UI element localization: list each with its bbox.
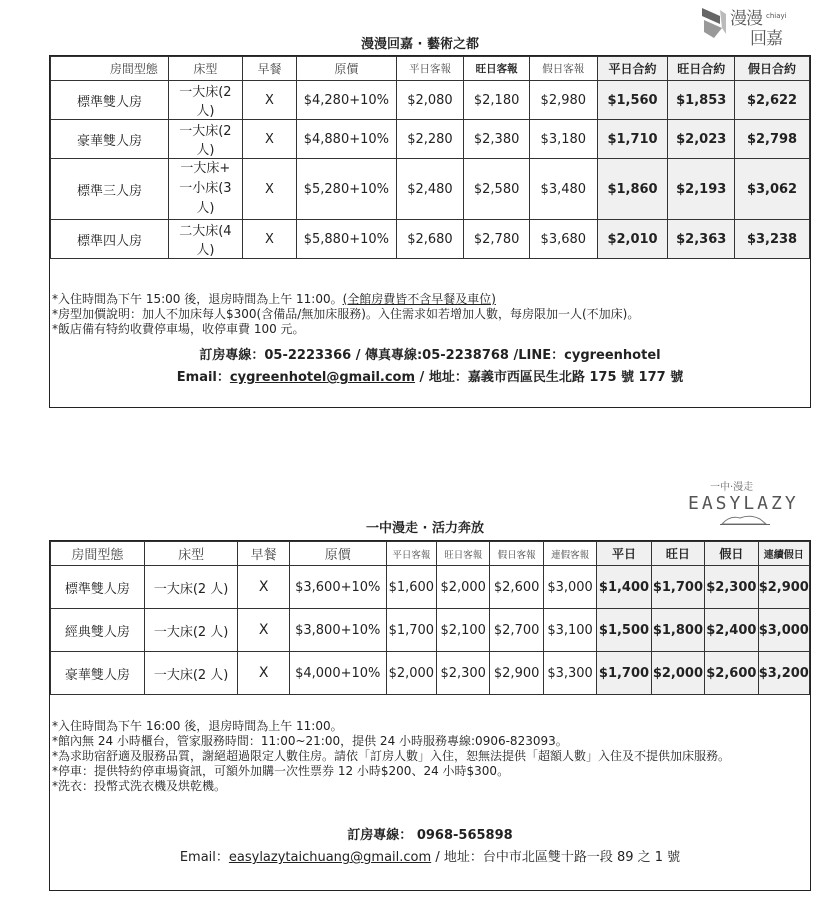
hotel1-title: 漫漫回嘉 · 藝術之都 (361, 37, 479, 52)
header-weekday: 平日 (597, 542, 651, 566)
note-occupancy-policy: *為求助宿舒適及服務品質，謝絕超過限定人數住房。請依「訂房人數」入住，恕無法提供「超額人數」入住及不提供加床服務。 (52, 749, 731, 763)
header-holiday: 假日 (705, 542, 758, 566)
hotel2-logo (680, 478, 810, 528)
email-link[interactable]: easylazytaichuang@gmail.com (228, 850, 432, 865)
table-row (51, 120, 810, 159)
hotel2-rate-table (50, 541, 810, 695)
cell-holiday-guest: $3,480 (529, 159, 597, 220)
cell-room-type: 標準四人房 (51, 220, 169, 259)
cell-weekday-contract: $1,560 (597, 81, 668, 120)
table-header-row (51, 57, 810, 81)
cell-weekday-guest: $2,480 (396, 159, 464, 220)
cell-holiday-guest: $3,680 (529, 220, 597, 259)
cell-holiday-guest: $2,980 (529, 81, 597, 120)
cell-breakfast: X (242, 159, 296, 220)
cell-list-price: $4,000+10% (289, 652, 386, 695)
address-text: / 地址：嘉義市西區民生北路 175 號 177 號 (415, 370, 684, 385)
cell-holiday-guest: $2,600 (490, 566, 543, 609)
hotel1-email-address-line (50, 366, 810, 385)
hotel1-logo (700, 4, 815, 49)
header-bed-type: 床型 (144, 542, 238, 566)
hotel-logo-icon (700, 6, 726, 40)
cell-weekday: $1,700 (597, 652, 651, 695)
cell-peak: $2,000 (651, 652, 704, 695)
note-parking: *停車：提供特約停車場資訊，可額外加購一次性票券 12 小時$200、24 小時$300。 (52, 764, 510, 778)
cell-list-price: $3,800+10% (289, 609, 386, 652)
cell-holiday-contract: $3,238 (735, 220, 810, 259)
hotel2-title: 一中漫走 · 活力奔放 (366, 521, 484, 536)
header-long-holiday: 連續假日 (758, 542, 809, 566)
cell-weekday-guest: $1,700 (386, 609, 436, 652)
cell-breakfast: X (238, 609, 289, 652)
cell-weekday-guest: $2,080 (396, 81, 464, 120)
header-holiday-guest: 假日客報 (529, 57, 597, 81)
header-weekday-guest: 平日客報 (396, 57, 464, 81)
cell-room-type: 標準三人房 (51, 159, 169, 220)
cell-peak-contract: $2,193 (668, 159, 735, 220)
note-checkin (52, 292, 639, 307)
cell-bed-type: 一大床(2 人) (144, 652, 238, 695)
header-long-holiday-guest: 連假客報 (543, 542, 596, 566)
cell-bed-type: 一大床(2 人) (168, 81, 242, 120)
hotel1-notes (52, 292, 639, 337)
note-butler-service: *館內無 24 小時櫃台，管家服務時間：11:00~21:00，提供 24 小時服務專線:0906-823093。 (52, 734, 568, 748)
email-label: Email： (176, 370, 230, 385)
header-holiday-contract: 假日合約 (735, 57, 810, 81)
header-weekday-guest: 平日客報 (386, 542, 436, 566)
hotel2-notes (52, 719, 806, 794)
logo-text-line1: 漫漫 (730, 9, 762, 29)
table-header-row (51, 542, 810, 566)
hotel2-phone-line: 訂房專線： 0968-565898 (347, 828, 513, 843)
cell-room-type: 豪華雙人房 (51, 120, 169, 159)
cell-holiday-guest: $2,700 (490, 609, 543, 652)
email-link[interactable]: cygreenhotel@gmail.com (229, 370, 416, 385)
cell-peak-guest: $2,180 (464, 81, 530, 120)
cell-weekday-contract: $1,860 (597, 159, 668, 220)
header-list-price: 原價 (297, 57, 396, 81)
header-peak-guest: 旺日客報 (437, 542, 490, 566)
header-room-type: 房間型態 (51, 542, 145, 566)
table-row (51, 220, 810, 259)
cell-peak-guest: $2,580 (464, 159, 530, 220)
cell-weekday: $1,500 (597, 609, 651, 652)
cell-weekday-contract: $2,010 (597, 220, 668, 259)
cell-holiday-contract: $2,798 (735, 120, 810, 159)
cell-weekday-guest: $2,680 (396, 220, 464, 259)
cell-breakfast: X (238, 566, 289, 609)
header-breakfast: 早餐 (242, 57, 296, 81)
cell-breakfast: X (242, 81, 296, 120)
cell-weekday-guest: $2,280 (396, 120, 464, 159)
cell-breakfast: X (242, 120, 296, 159)
cell-peak-contract: $2,363 (668, 220, 735, 259)
cat-logo-icon (720, 513, 770, 525)
cell-peak-guest: $2,100 (437, 609, 490, 652)
cell-room-type: 標準雙人房 (51, 81, 169, 120)
table-row (51, 81, 810, 120)
cell-long-holiday-guest: $3,100 (543, 609, 596, 652)
cell-weekday-guest: $2,000 (386, 652, 436, 695)
cell-holiday: $2,600 (705, 652, 758, 695)
cell-weekday: $1,400 (597, 566, 651, 609)
cell-list-price: $3,600+10% (289, 566, 386, 609)
header-bed-type: 床型 (168, 57, 242, 81)
cell-breakfast: X (242, 220, 296, 259)
cell-peak-guest: $2,000 (437, 566, 490, 609)
logo-brand: EASYLAZY (688, 493, 799, 514)
note-parking: *飯店備有特約收費停車場，收停車費 100 元。 (52, 322, 305, 336)
table-row (51, 652, 810, 695)
logo-subtitle: 一中·漫走 (710, 482, 754, 493)
cell-bed-type: 二大床(4 人) (168, 220, 242, 259)
cell-bed-type: 一大床(2 人) (144, 566, 238, 609)
cell-peak: $1,800 (651, 609, 704, 652)
hotel1-rate-table (50, 56, 810, 259)
table-row (51, 609, 810, 652)
hotel1-phone-line: 訂房專線：05-2223366 / 傳真專線:05-2238768 /LINE：cygreenhotel (199, 348, 661, 363)
cell-holiday-contract: $3,062 (735, 159, 810, 220)
header-peak: 旺日 (651, 542, 704, 566)
cell-long-holiday: $3,000 (758, 609, 809, 652)
hotel1-rate-panel (49, 55, 811, 408)
note-laundry: *洗衣：投幣式洗衣機及烘乾機。 (52, 779, 227, 793)
header-holiday-guest: 假日客報 (490, 542, 543, 566)
cell-peak-guest: $2,380 (464, 120, 530, 159)
note-checkin-text: *入住時間為下午 15:00 後，退房時間為上午 11:00。 (52, 292, 343, 306)
cell-peak-guest: $2,300 (437, 652, 490, 695)
cell-long-holiday-guest: $3,300 (543, 652, 596, 695)
cell-peak-contract: $2,023 (668, 120, 735, 159)
hotel2-email-address-line (50, 846, 810, 865)
cell-long-holiday: $2,900 (758, 566, 809, 609)
cell-weekday-guest: $1,600 (386, 566, 436, 609)
cell-list-price: $4,280+10% (297, 81, 396, 120)
cell-holiday-contract: $2,622 (735, 81, 810, 120)
header-peak-contract: 旺日合約 (668, 57, 735, 81)
header-weekday-contract: 平日合約 (597, 57, 668, 81)
cell-list-price: $4,880+10% (297, 120, 396, 159)
cell-bed-type: 一大床(2 人) (144, 609, 238, 652)
cell-room-type: 豪華雙人房 (51, 652, 145, 695)
hotel2-rate-panel (49, 540, 811, 891)
email-label: Email： (179, 850, 229, 865)
cell-list-price: $5,280+10% (297, 159, 396, 220)
cell-room-type: 標準雙人房 (51, 566, 145, 609)
cell-peak-guest: $2,780 (464, 220, 530, 259)
header-breakfast: 早餐 (238, 542, 289, 566)
cell-list-price: $5,880+10% (297, 220, 396, 259)
cell-holiday-guest: $2,900 (490, 652, 543, 695)
header-list-price: 原價 (289, 542, 386, 566)
note-no-breakfast-parking: (全館房費皆不含早餐及車位) (342, 292, 496, 306)
cell-holiday: $2,400 (705, 609, 758, 652)
note-checkin: *入住時間為下午 16:00 後，退房時間為上午 11:00。 (52, 719, 343, 733)
address-text: / 地址：台中市北區雙十路一段 89 之 1 號 (431, 850, 681, 865)
cell-breakfast: X (238, 652, 289, 695)
header-peak-guest: 旺日客報 (464, 57, 530, 81)
cell-holiday-guest: $3,180 (529, 120, 597, 159)
table-row (51, 159, 810, 220)
note-extra-person: *房型加價說明：加人不加床每人$300(含備品/無加床服務)。入住需求如若增加人數，每房限加一人(不加床)。 (52, 307, 640, 321)
cell-bed-type: 一大床+ 一小床(3 人) (168, 159, 242, 220)
cell-holiday: $2,300 (705, 566, 758, 609)
cell-weekday-contract: $1,710 (597, 120, 668, 159)
logo-text-en: chiayi (766, 12, 787, 20)
cell-peak-contract: $1,853 (668, 81, 735, 120)
cell-room-type: 經典雙人房 (51, 609, 145, 652)
header-room-type: 房間型態 (51, 57, 169, 81)
cell-long-holiday: $3,200 (758, 652, 809, 695)
table-row (51, 566, 810, 609)
cell-bed-type: 一大床(2 人) (168, 120, 242, 159)
logo-text-line2: 回嘉 (750, 29, 782, 49)
cell-long-holiday-guest: $3,000 (543, 566, 596, 609)
cell-peak: $1,700 (651, 566, 704, 609)
